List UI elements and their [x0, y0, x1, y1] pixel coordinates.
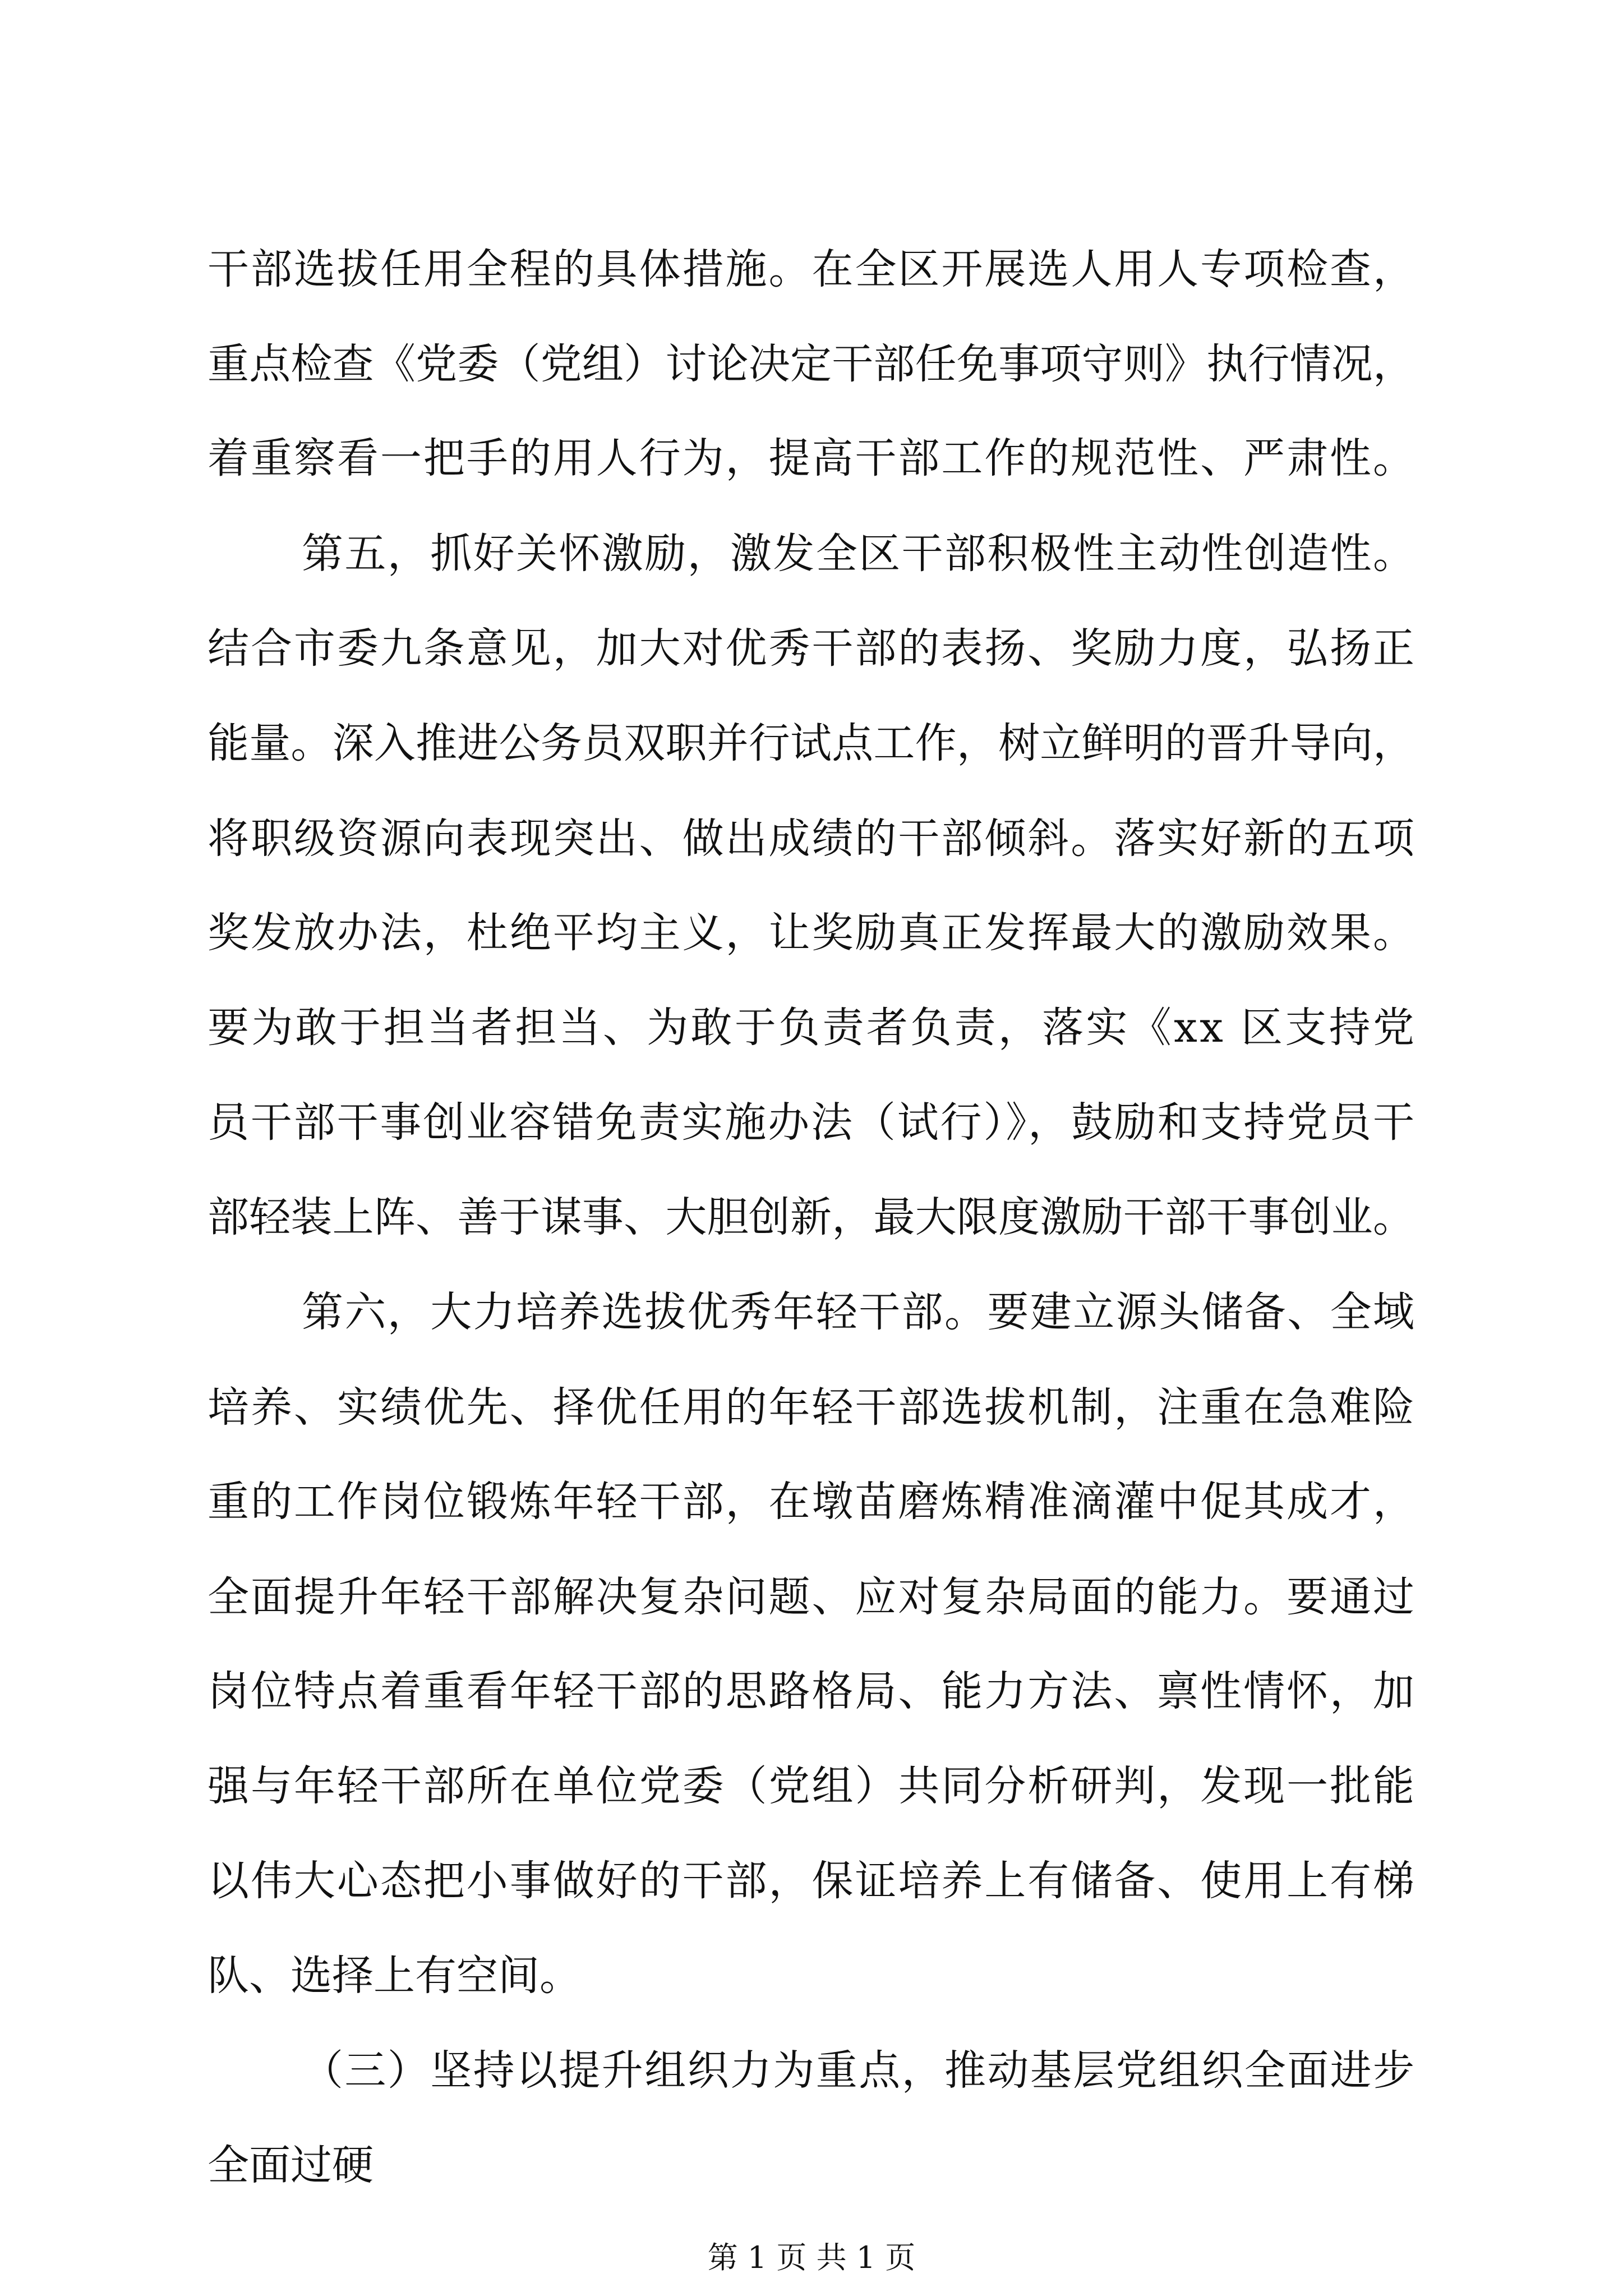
line-text: 结合市委九条意见，加大对优秀干部的表扬、奖励力度，弘扬正	[208, 624, 1416, 673]
line-text: 培养、实绩优先、择优任用的年轻干部选拔机制，注重在急难险	[208, 1383, 1416, 1432]
line-text: （三）坚持以提升组织力为重点，推动基层党组织全面进步	[302, 2046, 1416, 2095]
line-text: 将职级资源向表现突出、做出成绩的干部倾斜。落实好新的五项	[208, 815, 1416, 863]
line-text: 能量。深入推进公务员双职并行试点工作，树立鲜明的晋升导向，	[208, 719, 1415, 767]
line-text: 第六，大力培养选拔优秀年轻干部。要建立源头储备、全域	[302, 1288, 1416, 1336]
line-text: 着重察看一把手的用人行为，提高干部工作的规范性、严肃性。	[208, 434, 1416, 482]
line-text: 要为敢于担当者担当、为敢于负责者负责，落实《xx 区支持党	[208, 1004, 1417, 1052]
line-text: 以伟大心态把小事做好的干部，保证培养上有储备、使用上有梯	[208, 1857, 1416, 1905]
line-text: 强与年轻干部所在单位党委（党组）共同分析研判，发现一批能	[208, 1762, 1416, 1810]
line-text: 队、选择上有空间。	[208, 1952, 581, 2000]
line-text: 部轻装上阵、善于谋事、大胆创新，最大限度激励干部干事创业。	[208, 1193, 1415, 1241]
line-text: 重的工作岗位锻炼年轻干部，在墩苗磨炼精准滴灌中促其成才，	[208, 1478, 1416, 1526]
line-text: 全面提升年轻干部解决复杂问题、应对复杂局面的能力。要通过	[208, 1573, 1416, 1621]
line-text: 奖发放办法，杜绝平均主义，让奖励真正发挥最大的激励效果。	[208, 909, 1416, 957]
line-text: 干部选拔任用全程的具体措施。在全区开展选人用人专项检查，	[208, 245, 1416, 293]
line-text: 重点检查《党委（党组）讨论决定干部任免事项守则》执行情况，	[208, 340, 1415, 388]
line-text: 员干部干事创业容错免责实施办法（试行）》，鼓励和支持党员干	[208, 1098, 1416, 1147]
line-text: 第五，抓好关怀激励，激发全区干部积极性主动性创造性。	[302, 530, 1416, 578]
page-number: 第 1 页 共 1 页	[707, 2240, 916, 2275]
line-text: 岗位特点着重看年轻干部的思路格局、能力方法、禀性情怀，加	[208, 1667, 1416, 1715]
line-text: 全面过硬	[208, 2141, 374, 2189]
